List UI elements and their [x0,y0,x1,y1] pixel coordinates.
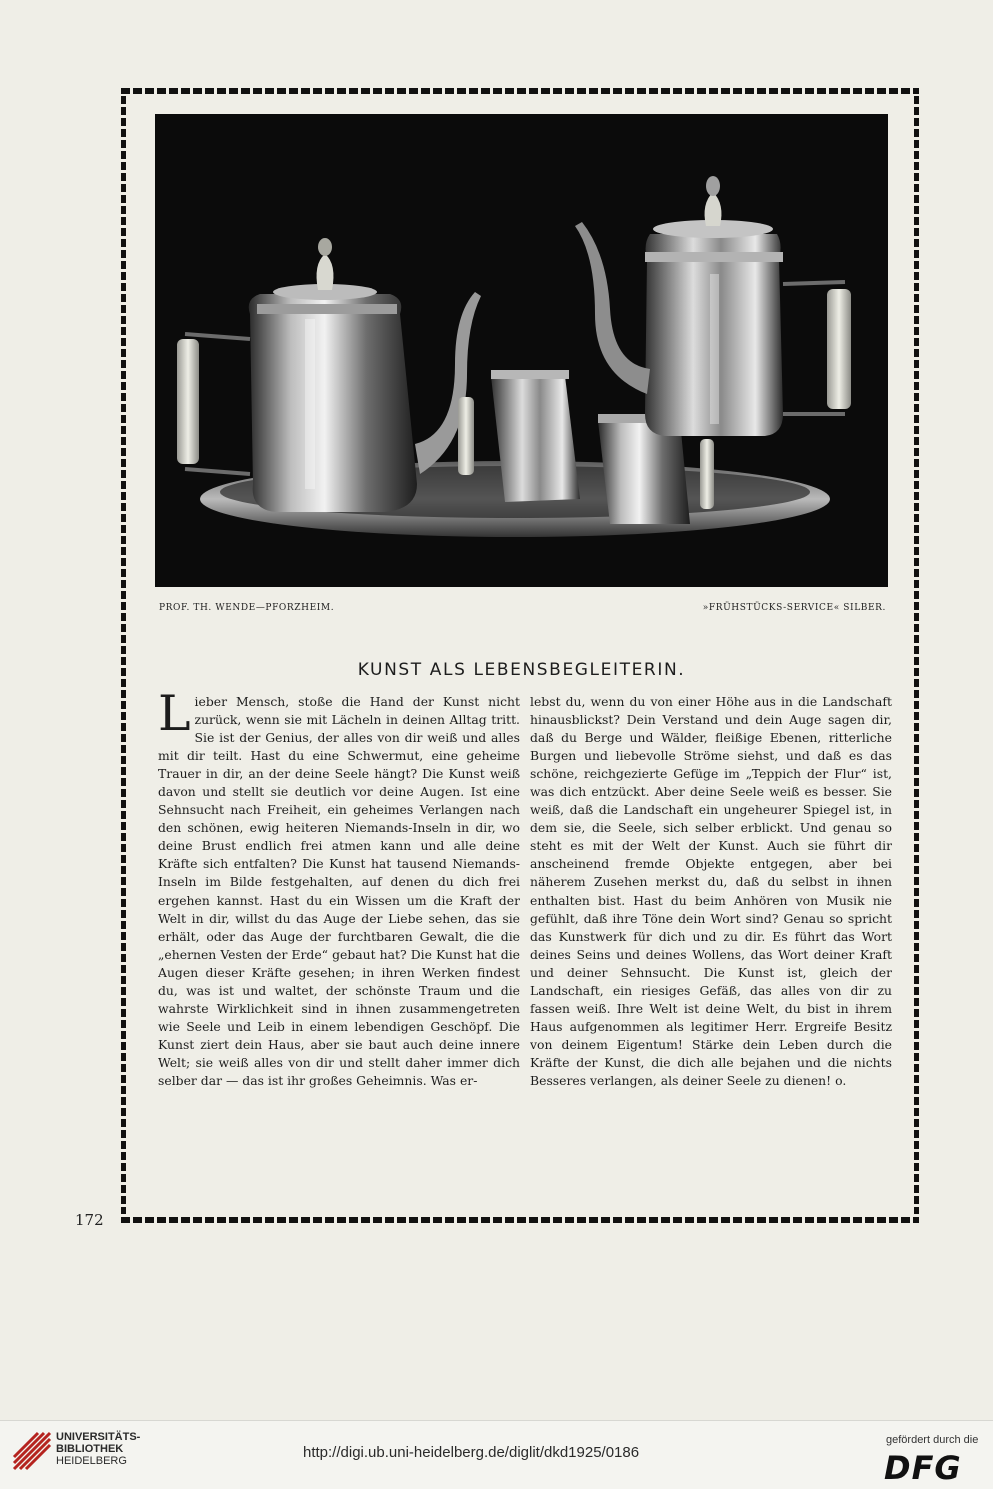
source-url-link[interactable]: http://digi.ub.uni-heidelberg.de/diglit/dkd1925/0186 [303,1444,640,1461]
footer-divider [0,1420,993,1421]
sponsor-text: gefördert durch die [886,1434,979,1446]
article-right-text: lebst du, wenn du von einer Höhe aus in die Landschaft hinausblickst? Dein Verstand und dein Auge sagen dir, daß du Berge und Wälder, fleißige Ebenen, ritterliche Burgen und liebevolle Ströme siehst, und daß es das schöne, reichgezierte Gefüge im „Teppich der Flur“ ist, was dich entzückt. Aber deine Seele weiß es besser. Sie weiß, daß die Landschaft ein ungeheurer Spiegel ist, in dem sie, die Seele, sich selber erblickt. Und genau so steht es mit der Welt der Kunst. Auch sie führt dir anscheinend fremde Objekte entgegen, aber bei näherem Zusehen merkst du, daß du selbst in ihnen enthalten bist. Hast du beim Anhören von Musik nie gefühlt, daß ihre Töne dein Wort sind? Genau so spricht das Kunstwerk für dich und zu dir. Es führt das Wort deines Seins und deines Wollens, das Wort deiner Kraft und deiner Sehnsucht. Die Kunst ist, gleich der Landschaft, ein riesiges Gefäß, das alles von dir zu fassen weiß. Ihre Welt ist deine Welt, du bist in ihrem Haus aufgenommen als legitimer Herr. Ergreife Besitz von deinem Eigentum! Stärke dein Leben durch die Kräfte der Kunst, die dich alle bejahen und die nichts Besseres verlangen, als deiner Seele zu dienen! o. [530,694,892,1088]
silver-service-photo [155,114,888,587]
library-name-line1: UNIVERSITÄTS- [56,1431,141,1443]
library-name [56,1431,140,1467]
frame-bottom-border [121,1217,919,1223]
frame-top-border [121,88,919,94]
frame-left-border [121,96,126,1214]
drop-cap: L [158,693,191,742]
library-name-line2: BIBLIOTHEK [56,1443,124,1455]
frame-right-border [914,96,919,1214]
photo-caption-left: PROF. TH. WENDE—PFORZHEIM. [159,603,335,613]
article-left-text: ieber Mensch, stoße die Hand der Kunst nicht zurück, wenn sie mit Lächeln in deinen Alltag tritt. Sie ist der Genius, der alles von dir weiß und alles mit dir teilt. Hast du eine Schwermut, eine geheime Trauer in dir, an der deine Seele hängt? Die Kunst weiß davon und stellt sie deutlich vor deine Augen. Ist eine Sehnsucht nach Freiheit, ein geheimes Verlangen nach den schönen, ewig heiteren Niemands-Inseln in dir, wo deine Brust endlich frei atmen kann und alle deine Kräfte sich entfalten? Die Kunst hat tausend Niemands-Inseln im Bilde festgehalten, auf denen du dich frei ergehen kannst. Hast du ein Wissen um die Kraft der Welt in dir, willst du das Auge der Liebe sehen, das sie erhält, oder das Auge der furchtbaren Gewalt, die die „ehernen Vesten der Erde“ gebaut hat? Die Kunst hat die Augen dieser Kräfte gesehen; in ihren Werken findest du, was ist und waltet, der schönste Traum und die wahrste Wirklichkeit sind in ihnen zusammengetreten wie Seele und Leib in einem lebendigen Geschöpf. Die Kunst ziert dein Haus, aber sie baut auch deine innere Welt; sie weiß alles von dir und stellt daher immer dich selber dar — das ist ihr großes Geheimnis. Was er- [158,694,520,1088]
dfg-logo-icon: DFG [884,1449,962,1487]
library-name-line3: HEIDELBERG [56,1455,127,1467]
article-title: KUNST ALS LEBENSBEGLEITERIN. [357,660,686,680]
photo-caption-right: »FRÜHSTÜCKS-SERVICE« SILBER. [702,603,886,613]
university-seal-icon [10,1429,54,1473]
page-number: 172 [75,1211,104,1229]
article-column-left [158,693,520,1199]
article-column-right [530,693,892,1199]
